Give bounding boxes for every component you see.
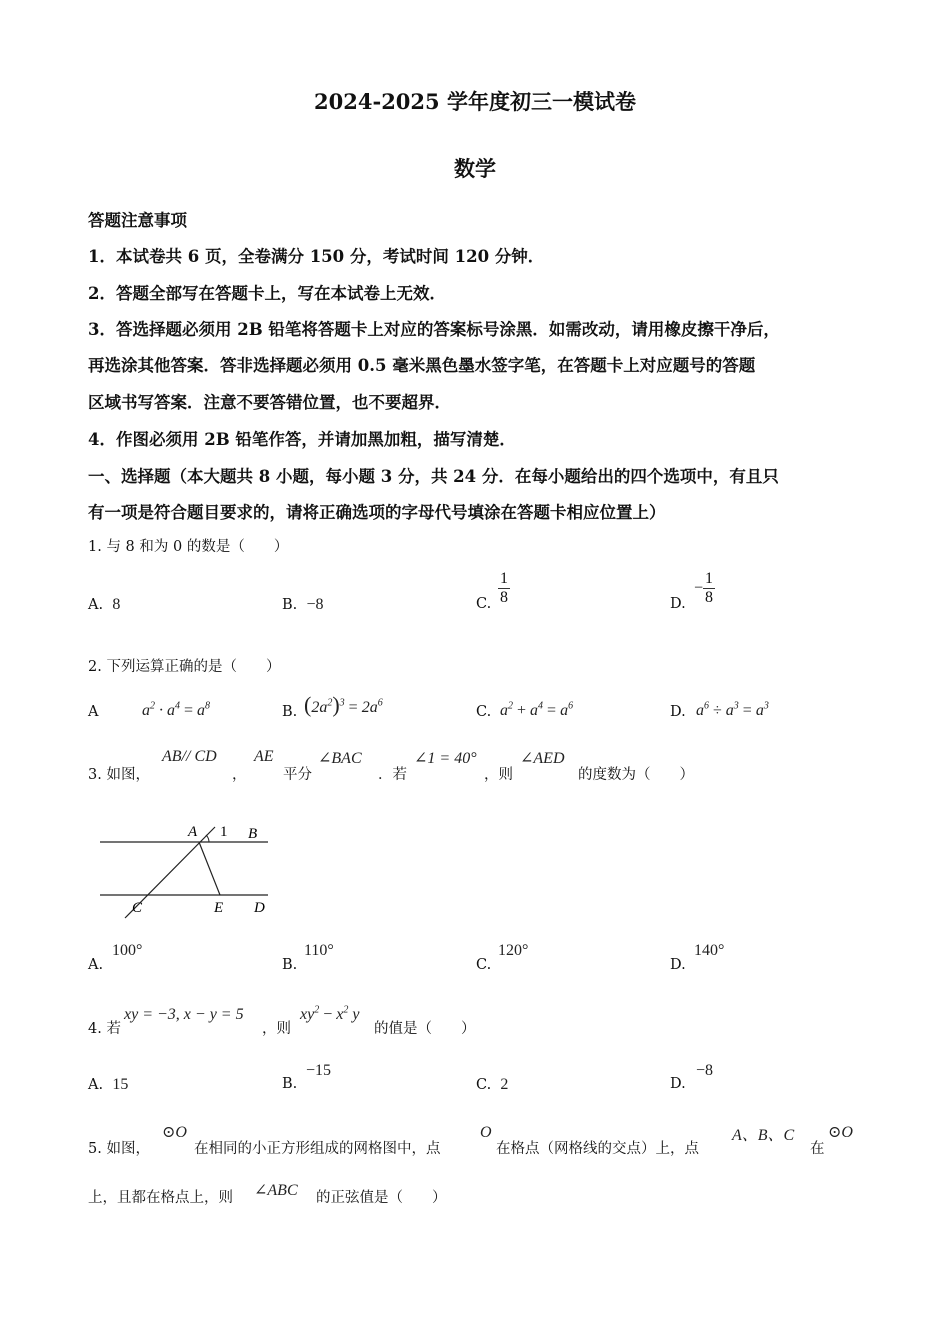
- notice-item-3-cont2: 区域书写答案．注意不要答错位置，也不要超界．: [88, 393, 451, 412]
- q3-option-a-value: 100°: [112, 942, 143, 959]
- q4-option-b[interactable]: [282, 1076, 297, 1092]
- q3-option-c-value: 120°: [498, 942, 529, 959]
- option-label: C.: [476, 957, 492, 973]
- q3-expr-aed: ∠AED: [520, 750, 565, 767]
- q5-text-3: 在: [810, 1141, 825, 1157]
- notice-item-1: 1．本试卷共 6 页，全卷满分 150 分，考试时间 120 分钟．: [88, 247, 545, 266]
- q3-option-a[interactable]: [88, 957, 103, 973]
- label-c: C: [132, 900, 143, 916]
- q1-option-a[interactable]: [88, 596, 120, 614]
- label-e: E: [214, 900, 224, 916]
- option-label: D.: [670, 704, 686, 720]
- q3-option-b-value: 110°: [304, 942, 334, 959]
- segment-ae: [199, 842, 220, 895]
- option-label: D.: [670, 596, 686, 612]
- q3-option-d-value: 140°: [694, 942, 725, 959]
- section-heading-line1: 一、选择题（本大题共 8 小题，每小题 3 分，共 24 分．在每小题给出的四个选项中，有且只: [88, 467, 779, 486]
- q5-line2-text: 上，且都在格点上，则: [88, 1190, 233, 1206]
- q3-figure: [96, 815, 286, 925]
- option-label: A: [88, 704, 99, 720]
- option-label: B.: [282, 704, 298, 720]
- q4-suffix: 的值是（ ）: [374, 1021, 476, 1037]
- option-value: 8: [112, 596, 121, 613]
- q4-option-d[interactable]: [670, 1076, 686, 1092]
- notice-item-2: 2．答题全部写在答题卡上，写在本试卷上无效．: [88, 284, 446, 303]
- q3-text-bisect: 平分: [283, 767, 312, 783]
- angle-arc: [206, 835, 209, 842]
- label-b: B: [248, 826, 258, 842]
- q5-prefix: 5. 如图，: [88, 1141, 150, 1157]
- option-label: B.: [282, 957, 298, 973]
- q4-option-a[interactable]: [88, 1076, 128, 1094]
- q4-option-c[interactable]: [476, 1076, 508, 1094]
- q2-option-b[interactable]: [282, 704, 297, 720]
- q4-expr-given: xy = −3, x − y = 5: [124, 1006, 244, 1023]
- label-d: D: [254, 900, 265, 916]
- q5-angle-abc: ∠ABC: [254, 1182, 298, 1199]
- notice-heading: 答题注意事项: [88, 211, 187, 230]
- option-label: C.: [476, 596, 492, 612]
- q5-circle-o: ⊙O: [162, 1124, 187, 1141]
- q5-circle-o-2: ⊙O: [828, 1124, 853, 1141]
- option-label: B.: [282, 1076, 298, 1092]
- notice-item-3-cont: 再选涂其他答案．答非选择题必须用 0.5 毫米黑色墨水签字笔，在答题卡上对应题号的答题: [88, 356, 756, 375]
- q3-comma: ，: [232, 767, 247, 783]
- q3-text-then: ，则: [484, 767, 513, 783]
- q3-expr-bac: ∠BAC: [318, 750, 362, 767]
- fraction-denominator: 8: [500, 589, 508, 606]
- fraction-denominator: 8: [705, 589, 714, 606]
- option-label: D.: [670, 957, 686, 973]
- q5-point-o: O: [480, 1124, 492, 1141]
- q4-expr-target: $xy^2 - x^2$ y: [300, 1004, 360, 1023]
- question-1-stem: 1. 与 8 和为 0 的数是（ ）: [88, 539, 289, 555]
- q2-option-b-expr: $(2a^2)^3 = 2a^6$: [304, 692, 383, 717]
- q2-option-a[interactable]: [88, 704, 98, 720]
- option-value: 2: [500, 1076, 509, 1093]
- q3-expr-parallel: AB// CD: [162, 748, 217, 765]
- q1-option-d-fraction: [694, 570, 715, 607]
- label-a: A: [188, 824, 198, 840]
- q4-text-then: ，则: [262, 1021, 291, 1037]
- q4-prefix: 4. 若: [88, 1021, 121, 1037]
- q2-option-a-expr: $a^2 \cdot a^4 = a^8$: [142, 700, 211, 719]
- fraction-numerator: 1: [500, 570, 508, 587]
- question-2-stem: 2. 下列运算正确的是（ ）: [88, 659, 281, 675]
- option-label: D.: [670, 1076, 686, 1092]
- q3-prefix: 3. 如图，: [88, 767, 150, 783]
- option-label: A.: [88, 597, 104, 613]
- q5-text-1: 在相同的小正方形组成的网格图中，点: [194, 1141, 441, 1157]
- q5-line2-suffix: 的正弦值是（ ）: [316, 1190, 447, 1206]
- q3-suffix: 的度数为（ ）: [578, 767, 694, 783]
- minus-sign: −: [694, 579, 704, 597]
- notice-item-4: 4．作图必须用 2B 铅笔作答，并请加黑加粗，描写清楚．: [88, 430, 516, 449]
- option-value: −8: [306, 596, 324, 613]
- label-1: 1: [220, 824, 228, 840]
- q2-option-d[interactable]: [670, 704, 686, 720]
- q3-option-b[interactable]: [282, 957, 297, 973]
- q3-expr-angle1: ∠1 = 40°: [414, 750, 477, 767]
- q5-points-abc: A、B、C: [732, 1127, 795, 1144]
- q3-option-d[interactable]: [670, 957, 686, 973]
- q1-option-c-fraction: [498, 570, 510, 607]
- option-label: C.: [476, 704, 492, 720]
- exam-title: 2024-2025 学年度初三一模试卷: [314, 89, 636, 114]
- q1-option-c[interactable]: [476, 596, 491, 612]
- q3-expr-ae: AE: [254, 748, 274, 765]
- q1-option-b[interactable]: [282, 596, 324, 614]
- q3-text-if: ．若: [378, 767, 407, 783]
- fraction-numerator: 1: [705, 570, 714, 587]
- q4-option-b-value: −15: [306, 1062, 332, 1079]
- option-value: 15: [112, 1076, 129, 1093]
- option-label: C.: [476, 1077, 492, 1093]
- option-label: A.: [88, 957, 104, 973]
- notice-item-3: 3．答选择题必须用 2B 铅笔将答题卡上对应的答案标号涂黑．如需改动，请用橡皮擦干净后，: [88, 320, 780, 339]
- q1-option-d[interactable]: [670, 596, 686, 612]
- q3-option-c[interactable]: [476, 957, 491, 973]
- q5-text-2: 在格点（网格线的交点）上，点: [496, 1141, 699, 1157]
- option-label: A.: [88, 1077, 104, 1093]
- q2-option-d-expr: $a^6 \div a^3 = a^3$: [696, 700, 769, 719]
- q2-option-c[interactable]: [476, 704, 491, 720]
- q4-option-d-value: −8: [696, 1062, 714, 1079]
- option-label: B.: [282, 597, 298, 613]
- section-heading-line2: 有一项是符合题目要求的，请将正确选项的字母代号填涂在答题卡相应位置上）: [88, 503, 666, 522]
- subject-title: 数学: [454, 156, 496, 181]
- q2-option-c-expr: $a^2 + a^4 = a^6$: [500, 700, 574, 719]
